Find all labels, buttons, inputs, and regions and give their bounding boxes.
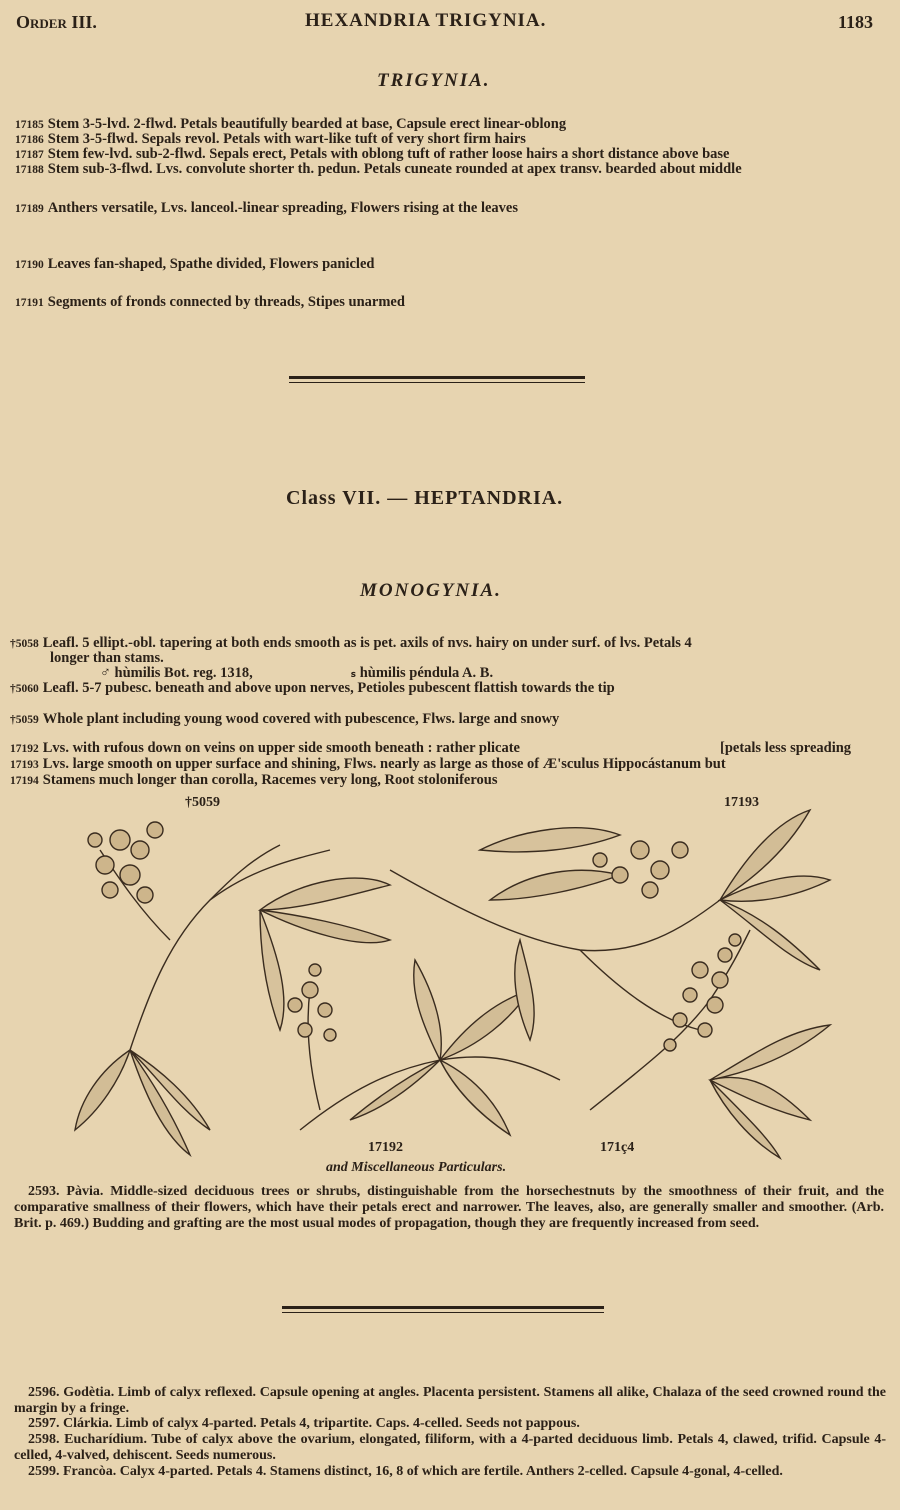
entry-row: 17187 Stem few-lvd. sub-2-flwd. Sepals erect, Petals with oblong tuft of rather loose hairs a short distance above base xyxy=(15,146,730,162)
entry-row: ♂ hùmilis Bot. reg. 1318, ₛ hùmilis péndula A. B. xyxy=(100,665,494,681)
class-heading: Class VII. — HEPTANDRIA. xyxy=(286,487,564,509)
entry-row: 17191 Segments of fronds connected by threads, Stipes unarmed xyxy=(15,294,405,310)
entry-row: 17190 Leaves fan-shaped, Spathe divided, Flowers panicled xyxy=(15,256,375,272)
genus-note: 2597. Clárkia. Limb of calyx 4-parted. Petals 4, tripartite. Caps. 4-celled. Seeds not pappous. xyxy=(28,1416,580,1431)
divider-rule xyxy=(282,1312,604,1313)
entry-row: †5060 Leafl. 5-7 pubesc. beneath and above upon nerves, Petioles pubescent flattish towards the tip xyxy=(10,680,615,696)
figure-label: 17193 xyxy=(724,795,759,810)
genus-note: 2596. Godètia. Limb of calyx reflexed. Capsule opening at angles. Placenta persistent. Stamens all alike, Chalaza of the seed crowned round the margin by a fringe. xyxy=(14,1385,886,1416)
order-label: Order III. xyxy=(16,12,97,32)
figure-label: 17192 xyxy=(368,1140,403,1155)
entry-row: longer than stams. xyxy=(50,650,164,666)
section-heading-trigynia: TRIGYNIA. xyxy=(377,70,491,91)
entry-row: 17194 Stamens much longer than corolla, Racemes very long, Root stoloniferous xyxy=(10,772,498,788)
side-note: [petals less spreading xyxy=(720,740,852,756)
divider-rule xyxy=(289,382,585,383)
entry-row: †5059 Whole plant including young wood covered with pubescence, Flws. large and snowy xyxy=(10,711,560,727)
figure-label: †5059 xyxy=(185,795,220,810)
divider-rule xyxy=(282,1306,604,1309)
entry-row: 17186 Stem 3-5-flwd. Sepals revol. Petals with wart-like tuft of very short firm hairs xyxy=(15,131,526,147)
running-title: HEXANDRIA TRIGYNIA. xyxy=(305,10,547,31)
entry-row: 17185 Stem 3-5-lvd. 2-flwd. Petals beautifully bearded at base, Capsule erect linear-oblong xyxy=(15,116,567,132)
botanical-illustration xyxy=(60,790,840,1160)
genus-note: 2598. Eucharídium. Tube of calyx above the ovarium, elongated, filiform, with a 4-parted deciduous limb. Petals 4, clawed, trifid. Capsule 4-celled, 4-valved, dehiscent. Seeds numerous. xyxy=(14,1432,886,1463)
divider-rule xyxy=(289,376,585,379)
entry-row: 17188 Stem sub-3-flwd. Lvs. convolute shorter th. pedun. Petals cuneate rounded at apex transv. bearded about middle xyxy=(15,161,742,177)
section-heading-monogynia: MONOGYNIA. xyxy=(360,580,502,601)
figure-label: 171ç4 xyxy=(600,1140,635,1155)
genus-note: 2599. Francòa. Calyx 4-parted. Petals 4. Stamens distinct, 16, 8 of which are fertile. Anthers 2-celled. Capsule 4-gonal, 4-celled. xyxy=(28,1464,783,1479)
pavia-paragraph: 2593. Pàvia. Middle-sized deciduous trees or shrubs, distinguishable from the horsechestnuts by the smoothness of their fruit, and the comparative smallness of their flowers, which have their petals erect and narrower. The leaves, also, are generally smaller and smoother. (Arb. Brit. p. 469.) Budding and grafting are the most usual modes of propagation, though they are frequently increased from seed. xyxy=(14,1184,884,1231)
entry-row: †5058 Leafl. 5 ellipt.-obl. tapering at both ends smooth as is pet. axils of nvs. hairy on under surf. of lvs. Petals 4 xyxy=(10,635,692,651)
entry-row: 17192 Lvs. with rufous down on veins on upper side smooth beneath : rather plicate xyxy=(10,740,520,756)
entry-row: 17189 Anthers versatile, Lvs. lanceol.-linear spreading, Flowers rising at the leaves xyxy=(15,200,519,216)
figure-caption: and Miscellaneous Particulars. xyxy=(326,1160,507,1175)
page-number: 1183 xyxy=(838,12,874,32)
entry-row: 17193 Lvs. large smooth on upper surface and shining, Flws. nearly as large as those of Æ'sculus Hippocástanum but xyxy=(10,756,726,772)
